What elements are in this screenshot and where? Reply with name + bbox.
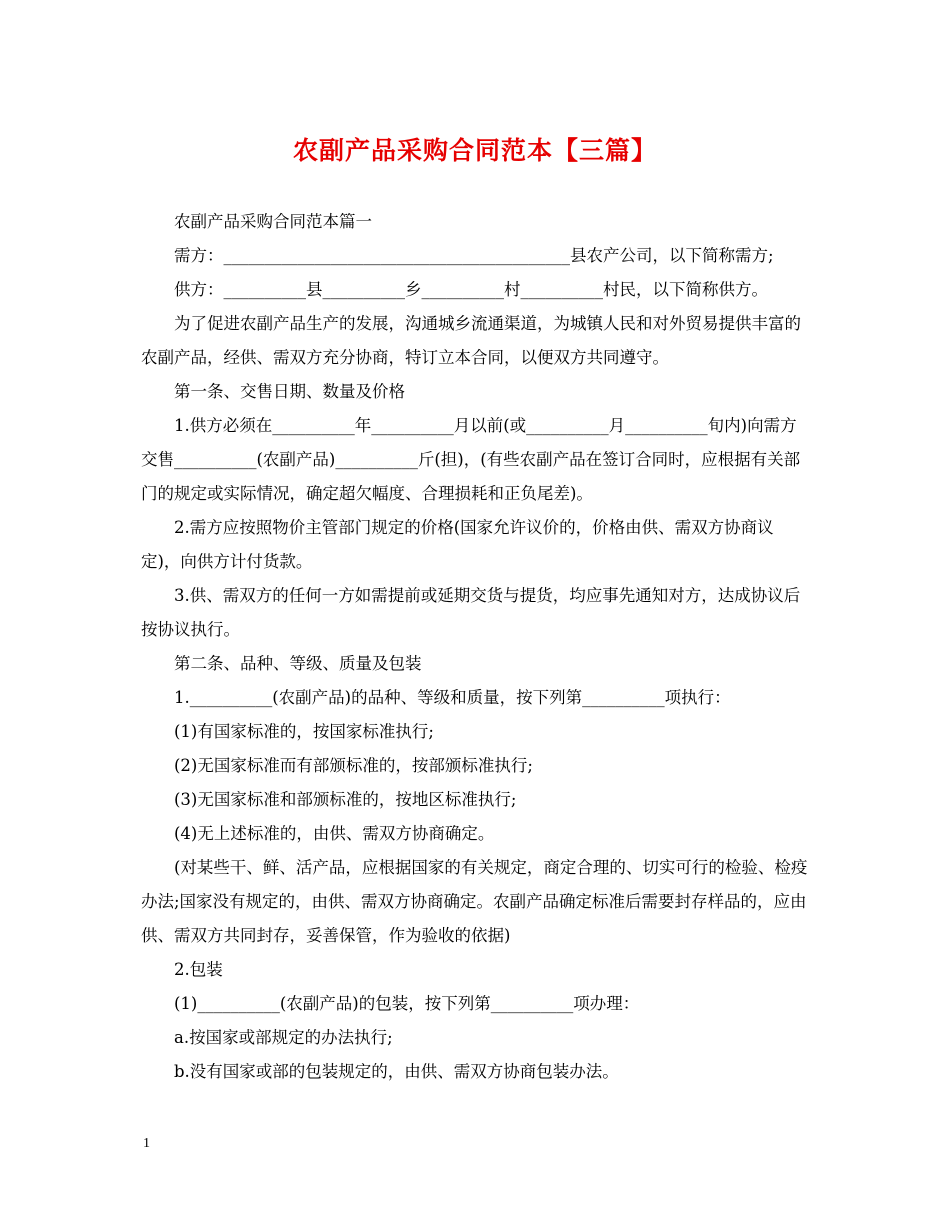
clause-paragraph: 2.需方应按照物价主管部门规定的价格(国家允许议价的，价格由供、需双方协商议定)，向供方计付货款。: [141, 518, 774, 571]
supplier-line: 供方：__________县__________乡__________村__________村民，以下简称供方。: [174, 280, 768, 299]
clause-paragraph: 1.供方必须在__________年__________月以前(或__________月__________旬内)向需方交售__________(农副产品)__________斤(担)，(有些农副产品在签订合同时，应根据有关部门的规定或实际情况，确定超欠幅度、合理损耗和正负尾差)。: [141, 416, 801, 503]
preamble-paragraph: 为了促进农副产品生产的发展，沟通城乡流通渠道，为城镇人民和对外贸易提供丰富的农副产品，经供、需双方充分协商，特订立本合同，以便双方共同遵守。: [141, 314, 801, 367]
clause-paragraph: 3.供、需双方的任何一方如需提前或延期交货与提货，均应事先通知对方，达成协议后按协议执行。: [141, 586, 801, 639]
clause-paragraph: 1.__________(农副产品)的品种、等级和质量，按下列第__________项执行：: [174, 688, 731, 707]
document-title: 农副产品采购合同范本【三篇】: [292, 136, 657, 165]
list-item: (3)无国家标准和部颁标准的，按地区标准执行;: [174, 790, 517, 809]
list-item: b.没有国家或部的包装规定的，由供、需双方协商包装办法。: [174, 1062, 619, 1081]
section-heading: 农副产品采购合同范本篇一: [174, 212, 372, 231]
note-paragraph: (对某些干、鲜、活产品，应根据国家的有关规定，商定合理的、切实可行的检验、检疫办法;国家没有规定的，由供、需双方协商确定。农副产品确定标准后需要封存样品的，应由供、需双方共同封存，妥善保管，作为验收的依据): [141, 858, 808, 945]
clause-paragraph: (1)__________(农副产品)的包装，按下列第__________项办理：: [174, 994, 640, 1013]
document-body: [141, 205, 813, 1089]
list-item: a.按国家或部规定的办法执行;: [174, 1028, 393, 1047]
page-number: 1: [143, 1136, 150, 1151]
list-item: (2)无国家标准而有部颁标准的，按部颁标准执行;: [174, 756, 533, 775]
article-heading: 第二条、品种、等级、质量及包装: [174, 654, 422, 673]
list-item: (4)无上述标准的，由供、需双方协商确定。: [174, 824, 495, 843]
clause-paragraph: 2.包装: [174, 960, 223, 979]
buyer-line: 需方：__________________________________________县农产公司，以下简称需方;: [174, 246, 774, 265]
article-heading: 第一条、交售日期、数量及价格: [174, 382, 405, 401]
list-item: (1)有国家标准的，按国家标准执行;: [174, 722, 434, 741]
